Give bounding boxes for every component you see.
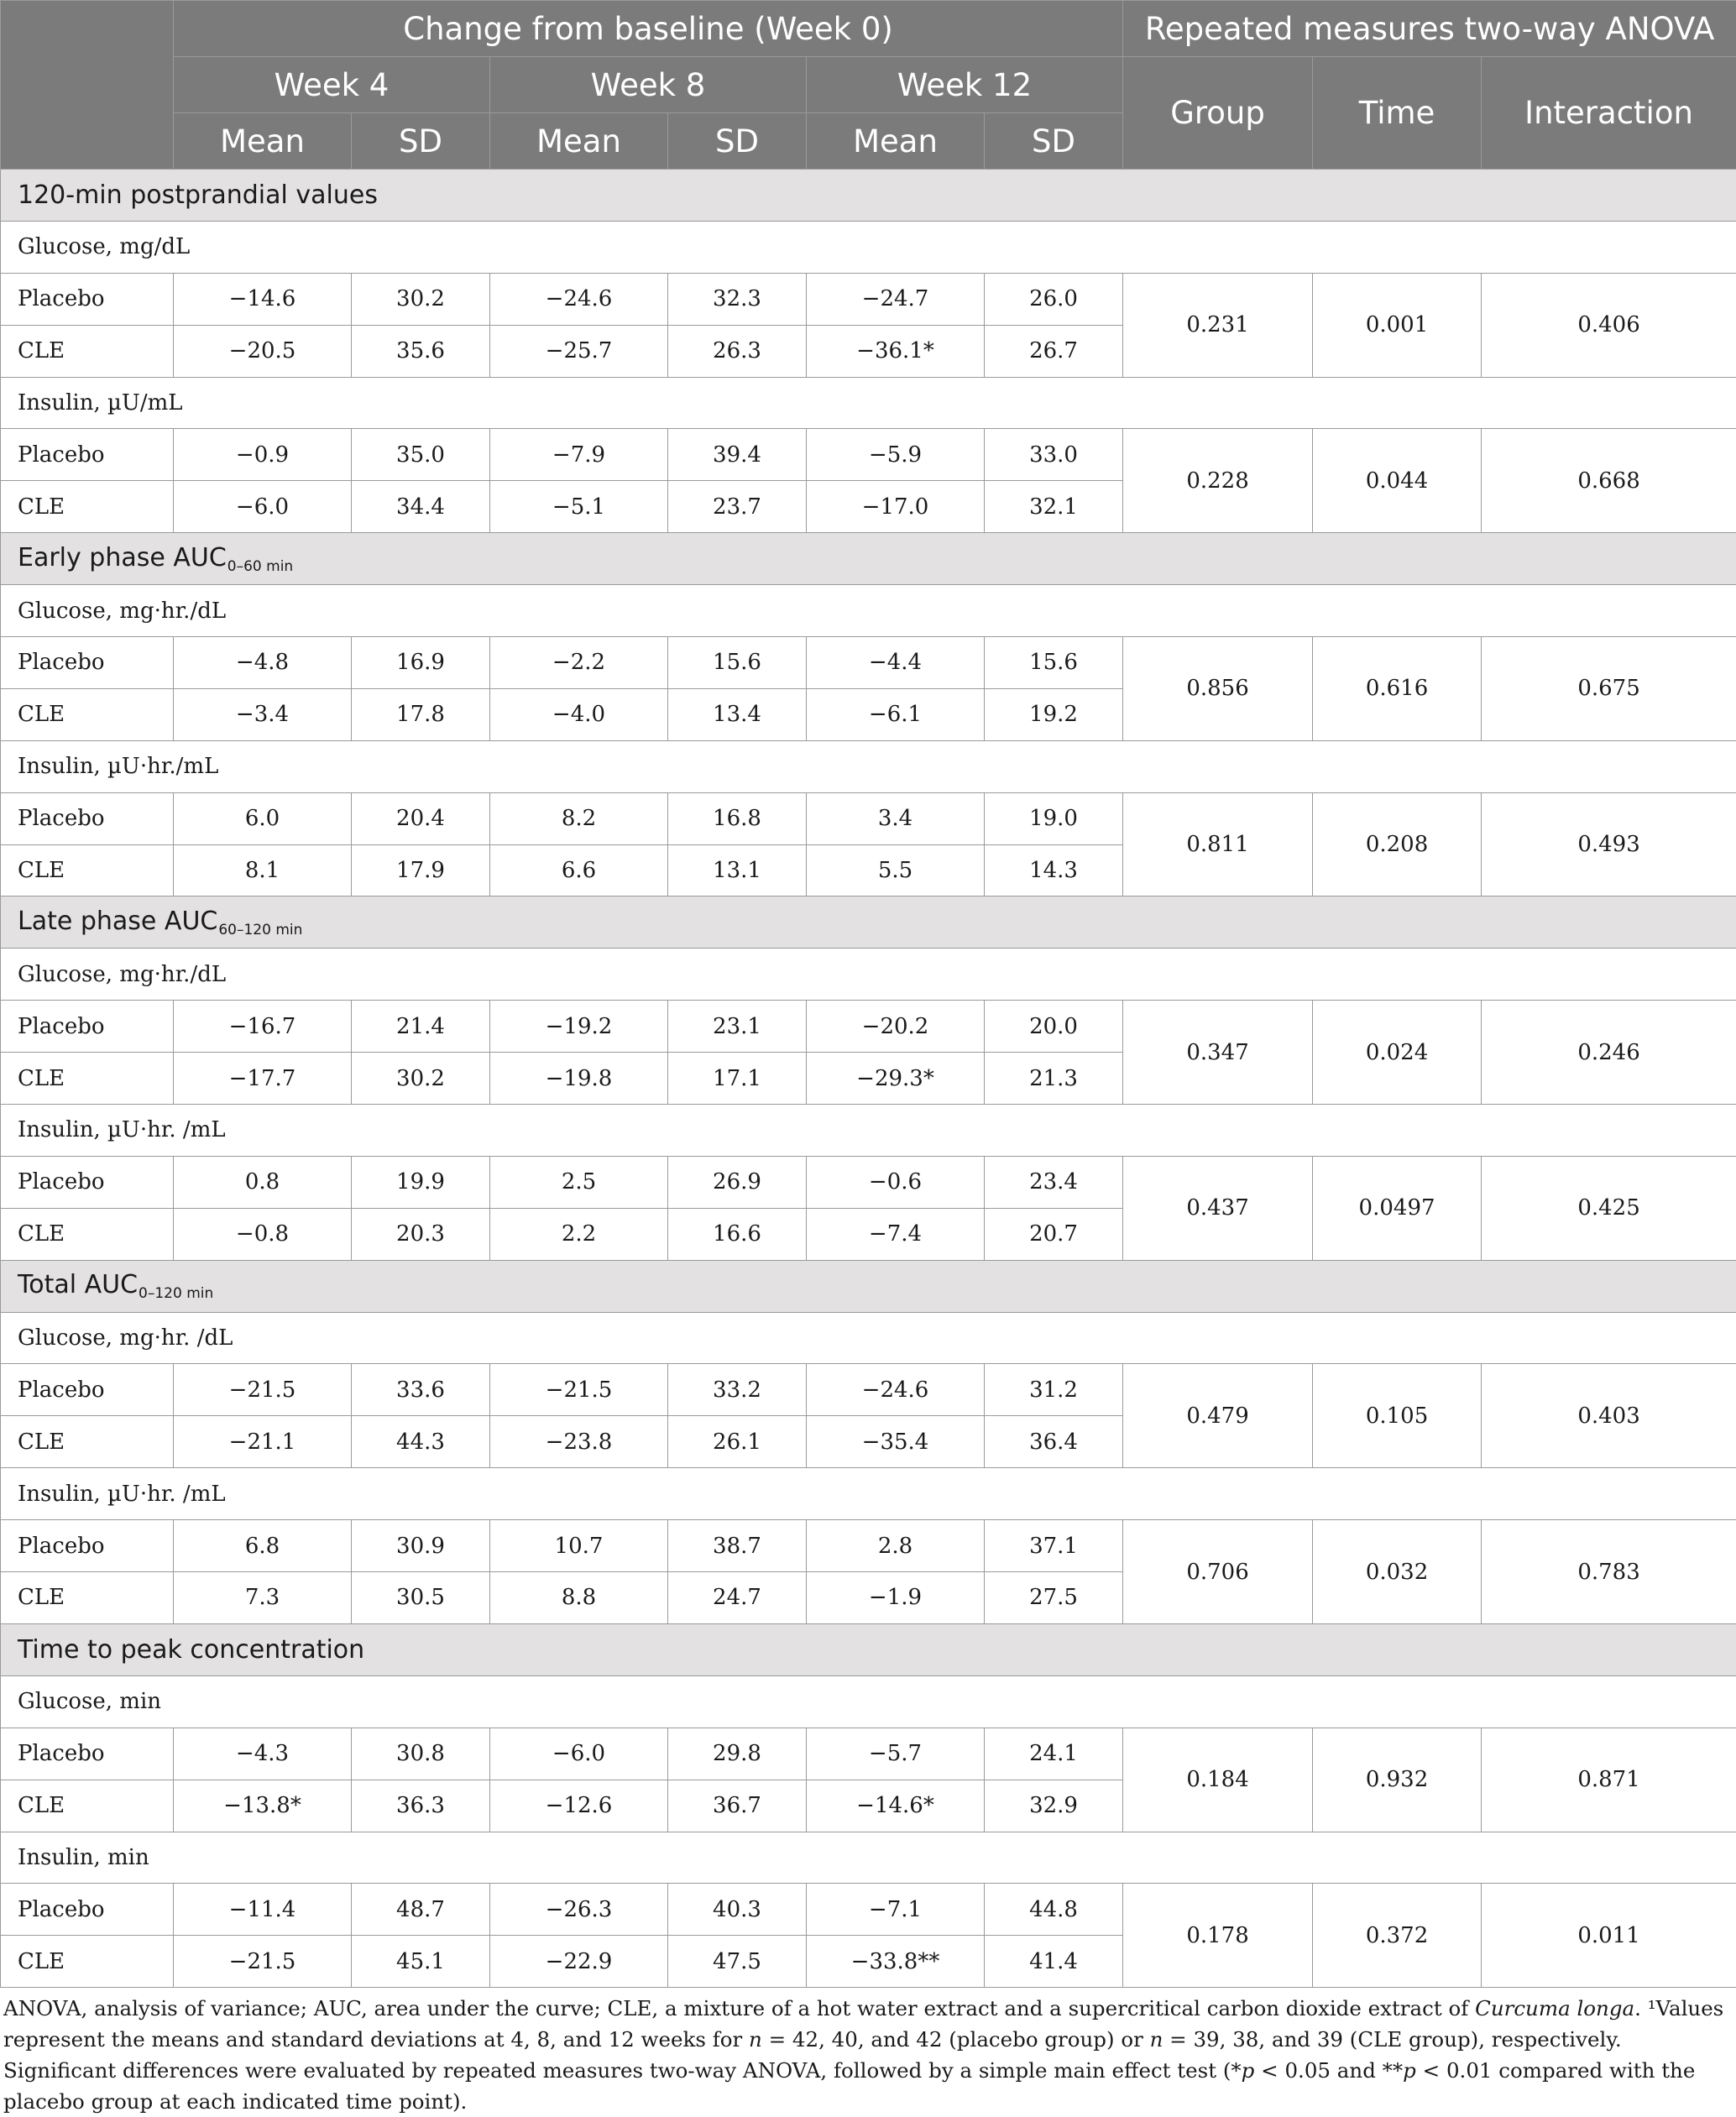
mean-value: −20.2 xyxy=(807,1001,985,1053)
mean-value: −36.1* xyxy=(807,325,985,377)
p-group: 0.856 xyxy=(1123,637,1313,741)
footnote-n: n xyxy=(1150,2027,1163,2052)
sd-value: 17.9 xyxy=(352,844,490,896)
sd-value: 26.1 xyxy=(668,1416,807,1468)
section-title xyxy=(1,1623,1736,1675)
sd-value: 19.9 xyxy=(352,1156,490,1208)
mean-value: −6.0 xyxy=(174,481,352,533)
subgroup-label: Glucose, mg·hr./dL xyxy=(1,949,1736,1001)
section-row xyxy=(1,533,1736,585)
sd-value: 23.1 xyxy=(668,1001,807,1053)
sd-value: 23.4 xyxy=(985,1156,1123,1208)
sd-value: 16.9 xyxy=(352,637,490,689)
section-title xyxy=(1,170,1736,222)
p-interaction: 0.425 xyxy=(1482,1156,1736,1260)
mean-value: 6.0 xyxy=(174,792,352,844)
subgroup-row xyxy=(1,1832,1736,1884)
sd-value: 35.0 xyxy=(352,429,490,481)
table-row xyxy=(1,1884,1736,1936)
table-row xyxy=(1,792,1736,844)
sd-value: 15.6 xyxy=(668,637,807,689)
section-title-text: Time to peak concentration xyxy=(18,1635,364,1665)
group-name: CLE xyxy=(1,481,174,533)
group-name: Placebo xyxy=(1,1884,174,1936)
table-header xyxy=(1,1,1736,170)
sd-value: 33.2 xyxy=(668,1364,807,1416)
p-interaction: 0.668 xyxy=(1482,429,1736,533)
sd-value: 39.4 xyxy=(668,429,807,481)
mean-value: −17.0 xyxy=(807,481,985,533)
sd-header: SD xyxy=(985,113,1123,170)
section-title xyxy=(1,896,1736,949)
mean-value: 8.8 xyxy=(490,1572,668,1624)
mean-value: −0.8 xyxy=(174,1208,352,1260)
table-row xyxy=(1,429,1736,481)
p-group: 0.231 xyxy=(1123,273,1313,377)
footnote-text: = 42, 40, and 42 (placebo group) or xyxy=(762,2027,1150,2052)
sd-value: 26.0 xyxy=(985,273,1123,325)
anova-header: Repeated measures two-way ANOVA xyxy=(1123,1,1736,57)
group-name: Placebo xyxy=(1,429,174,481)
sd-value: 23.7 xyxy=(668,481,807,533)
table-row xyxy=(1,1156,1736,1208)
p-time: 0.0497 xyxy=(1313,1156,1482,1260)
p-time: 0.208 xyxy=(1313,792,1482,896)
sd-value: 16.6 xyxy=(668,1208,807,1260)
subgroup-row xyxy=(1,221,1736,273)
group-name: CLE xyxy=(1,1208,174,1260)
subgroup-label: Insulin, min xyxy=(1,1832,1736,1884)
change-from-baseline-header: Change from baseline (Week 0) xyxy=(174,1,1123,57)
p-interaction: 0.675 xyxy=(1482,637,1736,741)
sd-value: 36.7 xyxy=(668,1780,807,1832)
mean-value: 2.8 xyxy=(807,1520,985,1572)
mean-value: −21.5 xyxy=(174,1936,352,1988)
sd-value: 29.8 xyxy=(668,1728,807,1780)
week-12-header: Week 12 xyxy=(807,57,1123,113)
sd-value: 20.7 xyxy=(985,1208,1123,1260)
mean-value: 8.2 xyxy=(490,792,668,844)
sd-value: 13.1 xyxy=(668,844,807,896)
section-row xyxy=(1,1623,1736,1675)
mean-value: −4.8 xyxy=(174,637,352,689)
subgroup-row xyxy=(1,949,1736,1001)
sd-value: 16.8 xyxy=(668,792,807,844)
sd-value: 14.3 xyxy=(985,844,1123,896)
sd-value: 19.2 xyxy=(985,688,1123,740)
footnote-n: n xyxy=(749,2027,762,2052)
sd-value: 30.2 xyxy=(352,273,490,325)
sd-value: 20.4 xyxy=(352,792,490,844)
group-name: CLE xyxy=(1,1416,174,1468)
section-row xyxy=(1,170,1736,222)
subgroup-label: Insulin, µU·hr./mL xyxy=(1,740,1736,792)
sd-value: 15.6 xyxy=(985,637,1123,689)
p-interaction: 0.011 xyxy=(1482,1884,1736,1988)
mean-value: 3.4 xyxy=(807,792,985,844)
table-row xyxy=(1,1728,1736,1780)
group-name: Placebo xyxy=(1,1156,174,1208)
sd-header: SD xyxy=(668,113,807,170)
sd-value: 26.9 xyxy=(668,1156,807,1208)
sd-value: 20.0 xyxy=(985,1001,1123,1053)
sd-value: 32.1 xyxy=(985,481,1123,533)
subgroup-row xyxy=(1,585,1736,637)
mean-value: −4.3 xyxy=(174,1728,352,1780)
group-name: CLE xyxy=(1,688,174,740)
section-title-text: Total AUC xyxy=(18,1270,138,1299)
mean-value: 2.5 xyxy=(490,1156,668,1208)
group-name: CLE xyxy=(1,1572,174,1624)
footnote-p: p xyxy=(1403,2058,1416,2083)
footnote-text: < 0.01 compared with the placebo group at each indicated time point). xyxy=(3,2058,1695,2114)
footnote-text: = 39, 38, and 39 (CLE group), respectively. Significant differences were evaluated by repeated measures two-way ANOVA, followed by a simple main effect test (* xyxy=(3,2027,1622,2083)
p-time: 0.001 xyxy=(1313,273,1482,377)
group-name: Placebo xyxy=(1,637,174,689)
mean-value: −24.6 xyxy=(807,1364,985,1416)
p-group: 0.479 xyxy=(1123,1364,1313,1468)
p-interaction: 0.246 xyxy=(1482,1001,1736,1105)
subgroup-row xyxy=(1,1675,1736,1728)
mean-value: −20.5 xyxy=(174,325,352,377)
footnote-text: < 0.05 and ** xyxy=(1254,2058,1403,2083)
table-row xyxy=(1,637,1736,689)
mean-value: 5.5 xyxy=(807,844,985,896)
p-interaction: 0.783 xyxy=(1482,1520,1736,1624)
sd-value: 33.6 xyxy=(352,1364,490,1416)
subgroup-row xyxy=(1,377,1736,429)
table-body xyxy=(1,170,1736,1988)
mean-value: −14.6* xyxy=(807,1780,985,1832)
mean-value: −3.4 xyxy=(174,688,352,740)
subgroup-label: Glucose, mg/dL xyxy=(1,221,1736,273)
mean-value: −2.2 xyxy=(490,637,668,689)
mean-value: 2.2 xyxy=(490,1208,668,1260)
mean-value: 7.3 xyxy=(174,1572,352,1624)
sd-value: 34.4 xyxy=(352,481,490,533)
sd-value: 24.7 xyxy=(668,1572,807,1624)
p-time: 0.372 xyxy=(1313,1884,1482,1988)
group-name: Placebo xyxy=(1,1520,174,1572)
sd-value: 36.4 xyxy=(985,1416,1123,1468)
mean-value: −6.1 xyxy=(807,688,985,740)
sd-value: 30.8 xyxy=(352,1728,490,1780)
week-8-header: Week 8 xyxy=(490,57,807,113)
p-time: 0.024 xyxy=(1313,1001,1482,1105)
table-row xyxy=(1,1520,1736,1572)
p-time: 0.105 xyxy=(1313,1364,1482,1468)
table-row xyxy=(1,1364,1736,1416)
p-time: 0.044 xyxy=(1313,429,1482,533)
section-title xyxy=(1,533,1736,585)
sd-value: 26.7 xyxy=(985,325,1123,377)
footnote-species: Curcuma longa xyxy=(1475,1996,1634,2020)
sd-value: 38.7 xyxy=(668,1520,807,1572)
section-title-text: Late phase AUC xyxy=(18,907,217,936)
subgroup-row xyxy=(1,1105,1736,1157)
mean-value: −0.9 xyxy=(174,429,352,481)
group-name: CLE xyxy=(1,325,174,377)
p-group: 0.706 xyxy=(1123,1520,1313,1624)
group-name: Placebo xyxy=(1,1001,174,1053)
mean-value: −21.1 xyxy=(174,1416,352,1468)
sd-value: 36.3 xyxy=(352,1780,490,1832)
section-row xyxy=(1,896,1736,949)
subgroup-label: Glucose, mg·hr./dL xyxy=(1,585,1736,637)
group-name: Placebo xyxy=(1,1728,174,1780)
mean-header: Mean xyxy=(174,113,352,170)
sd-value: 40.3 xyxy=(668,1884,807,1936)
mean-value: −23.8 xyxy=(490,1416,668,1468)
p-time: 0.032 xyxy=(1313,1520,1482,1624)
group-name: CLE xyxy=(1,1053,174,1105)
mean-value: −4.0 xyxy=(490,688,668,740)
subgroup-label: Insulin, µU·hr. /mL xyxy=(1,1105,1736,1157)
p-group: 0.178 xyxy=(1123,1884,1313,1988)
sd-value: 17.8 xyxy=(352,688,490,740)
corner-cell xyxy=(1,1,174,170)
sd-value: 44.3 xyxy=(352,1416,490,1468)
group-name: Placebo xyxy=(1,1364,174,1416)
mean-value: −24.7 xyxy=(807,273,985,325)
p-time: 0.616 xyxy=(1313,637,1482,741)
mean-value: −21.5 xyxy=(174,1364,352,1416)
sd-value: 32.9 xyxy=(985,1780,1123,1832)
sd-value: 30.5 xyxy=(352,1572,490,1624)
mean-value: −22.9 xyxy=(490,1936,668,1988)
mean-value: −5.1 xyxy=(490,481,668,533)
sd-value: 45.1 xyxy=(352,1936,490,1988)
subgroup-label: Insulin, µU/mL xyxy=(1,377,1736,429)
mean-value: −0.6 xyxy=(807,1156,985,1208)
group-name: Placebo xyxy=(1,273,174,325)
p-time: 0.932 xyxy=(1313,1728,1482,1832)
mean-value: −11.4 xyxy=(174,1884,352,1936)
group-name: CLE xyxy=(1,844,174,896)
mean-value: −29.3* xyxy=(807,1053,985,1105)
group-name: CLE xyxy=(1,1780,174,1832)
footnote-text: ANOVA, analysis of variance; AUC, area under the curve; CLE, a mixture of a hot water extract and a supercritical carbon dioxide extract of xyxy=(3,1996,1475,2020)
mean-value: 8.1 xyxy=(174,844,352,896)
group-header: Group xyxy=(1123,57,1313,170)
mean-header: Mean xyxy=(490,113,668,170)
footnote-text: . ¹Values represent the means and standard deviations at 4, 8, and 12 weeks for xyxy=(3,1996,1723,2052)
subgroup-row xyxy=(1,1312,1736,1364)
mean-value: −19.2 xyxy=(490,1001,668,1053)
sd-value: 21.4 xyxy=(352,1001,490,1053)
sd-value: 32.3 xyxy=(668,273,807,325)
mean-value: 6.6 xyxy=(490,844,668,896)
p-group: 0.437 xyxy=(1123,1156,1313,1260)
group-name: Placebo xyxy=(1,792,174,844)
mean-value: −7.9 xyxy=(490,429,668,481)
mean-value: 0.8 xyxy=(174,1156,352,1208)
section-title-subscript: 60–120 min xyxy=(218,922,302,938)
mean-value: 10.7 xyxy=(490,1520,668,1572)
sd-value: 30.2 xyxy=(352,1053,490,1105)
sd-value: 47.5 xyxy=(668,1936,807,1988)
mean-value: −21.5 xyxy=(490,1364,668,1416)
section-row xyxy=(1,1260,1736,1312)
p-interaction: 0.493 xyxy=(1482,792,1736,896)
p-group: 0.184 xyxy=(1123,1728,1313,1832)
mean-value: −13.8* xyxy=(174,1780,352,1832)
sd-value: 30.9 xyxy=(352,1520,490,1572)
mean-value: −5.7 xyxy=(807,1728,985,1780)
mean-value: −33.8** xyxy=(807,1936,985,1988)
sd-value: 27.5 xyxy=(985,1572,1123,1624)
mean-value: −14.6 xyxy=(174,273,352,325)
mean-value: −25.7 xyxy=(490,325,668,377)
sd-value: 44.8 xyxy=(985,1884,1123,1936)
section-title-text: Early phase AUC xyxy=(18,543,227,572)
sd-value: 20.3 xyxy=(352,1208,490,1260)
sd-value: 37.1 xyxy=(985,1520,1123,1572)
sd-value: 48.7 xyxy=(352,1884,490,1936)
mean-value: −4.4 xyxy=(807,637,985,689)
subgroup-label: Glucose, min xyxy=(1,1675,1736,1728)
p-group: 0.347 xyxy=(1123,1001,1313,1105)
sd-value: 21.3 xyxy=(985,1053,1123,1105)
mean-value: −16.7 xyxy=(174,1001,352,1053)
mean-value: −35.4 xyxy=(807,1416,985,1468)
sd-value: 41.4 xyxy=(985,1936,1123,1988)
mean-value: −19.8 xyxy=(490,1053,668,1105)
mean-value: −12.6 xyxy=(490,1780,668,1832)
mean-value: −24.6 xyxy=(490,273,668,325)
mean-value: −17.7 xyxy=(174,1053,352,1105)
mean-header: Mean xyxy=(807,113,985,170)
subgroup-row xyxy=(1,1468,1736,1520)
section-title-text: 120-min postprandial values xyxy=(18,180,378,210)
table-row xyxy=(1,1001,1736,1053)
sd-header: SD xyxy=(352,113,490,170)
mean-value: −7.4 xyxy=(807,1208,985,1260)
section-title-subscript: 0–60 min xyxy=(227,558,293,575)
p-interaction: 0.406 xyxy=(1482,273,1736,377)
sd-value: 24.1 xyxy=(985,1728,1123,1780)
sd-value: 35.6 xyxy=(352,325,490,377)
interaction-header: Interaction xyxy=(1482,57,1736,170)
section-title xyxy=(1,1260,1736,1312)
footnote-p: p xyxy=(1242,2058,1255,2083)
p-group: 0.811 xyxy=(1123,792,1313,896)
mean-value: −1.9 xyxy=(807,1572,985,1624)
sd-value: 33.0 xyxy=(985,429,1123,481)
subgroup-label: Insulin, µU·hr. /mL xyxy=(1,1468,1736,1520)
mean-value: 6.8 xyxy=(174,1520,352,1572)
section-title-subscript: 0–120 min xyxy=(139,1285,213,1302)
mean-value: −7.1 xyxy=(807,1884,985,1936)
time-header: Time xyxy=(1313,57,1482,170)
mean-value: −6.0 xyxy=(490,1728,668,1780)
sd-value: 19.0 xyxy=(985,792,1123,844)
sd-value: 26.3 xyxy=(668,325,807,377)
sd-value: 17.1 xyxy=(668,1053,807,1105)
sd-value: 13.4 xyxy=(668,688,807,740)
sd-value: 31.2 xyxy=(985,1364,1123,1416)
mean-value: −26.3 xyxy=(490,1884,668,1936)
mean-value: −5.9 xyxy=(807,429,985,481)
p-group: 0.228 xyxy=(1123,429,1313,533)
subgroup-label: Glucose, mg·hr. /dL xyxy=(1,1312,1736,1364)
group-name: CLE xyxy=(1,1936,174,1988)
table-row xyxy=(1,273,1736,325)
p-interaction: 0.403 xyxy=(1482,1364,1736,1468)
p-interaction: 0.871 xyxy=(1482,1728,1736,1832)
table-footnote xyxy=(0,1988,1729,2117)
subgroup-row xyxy=(1,740,1736,792)
week-4-header: Week 4 xyxy=(174,57,490,113)
